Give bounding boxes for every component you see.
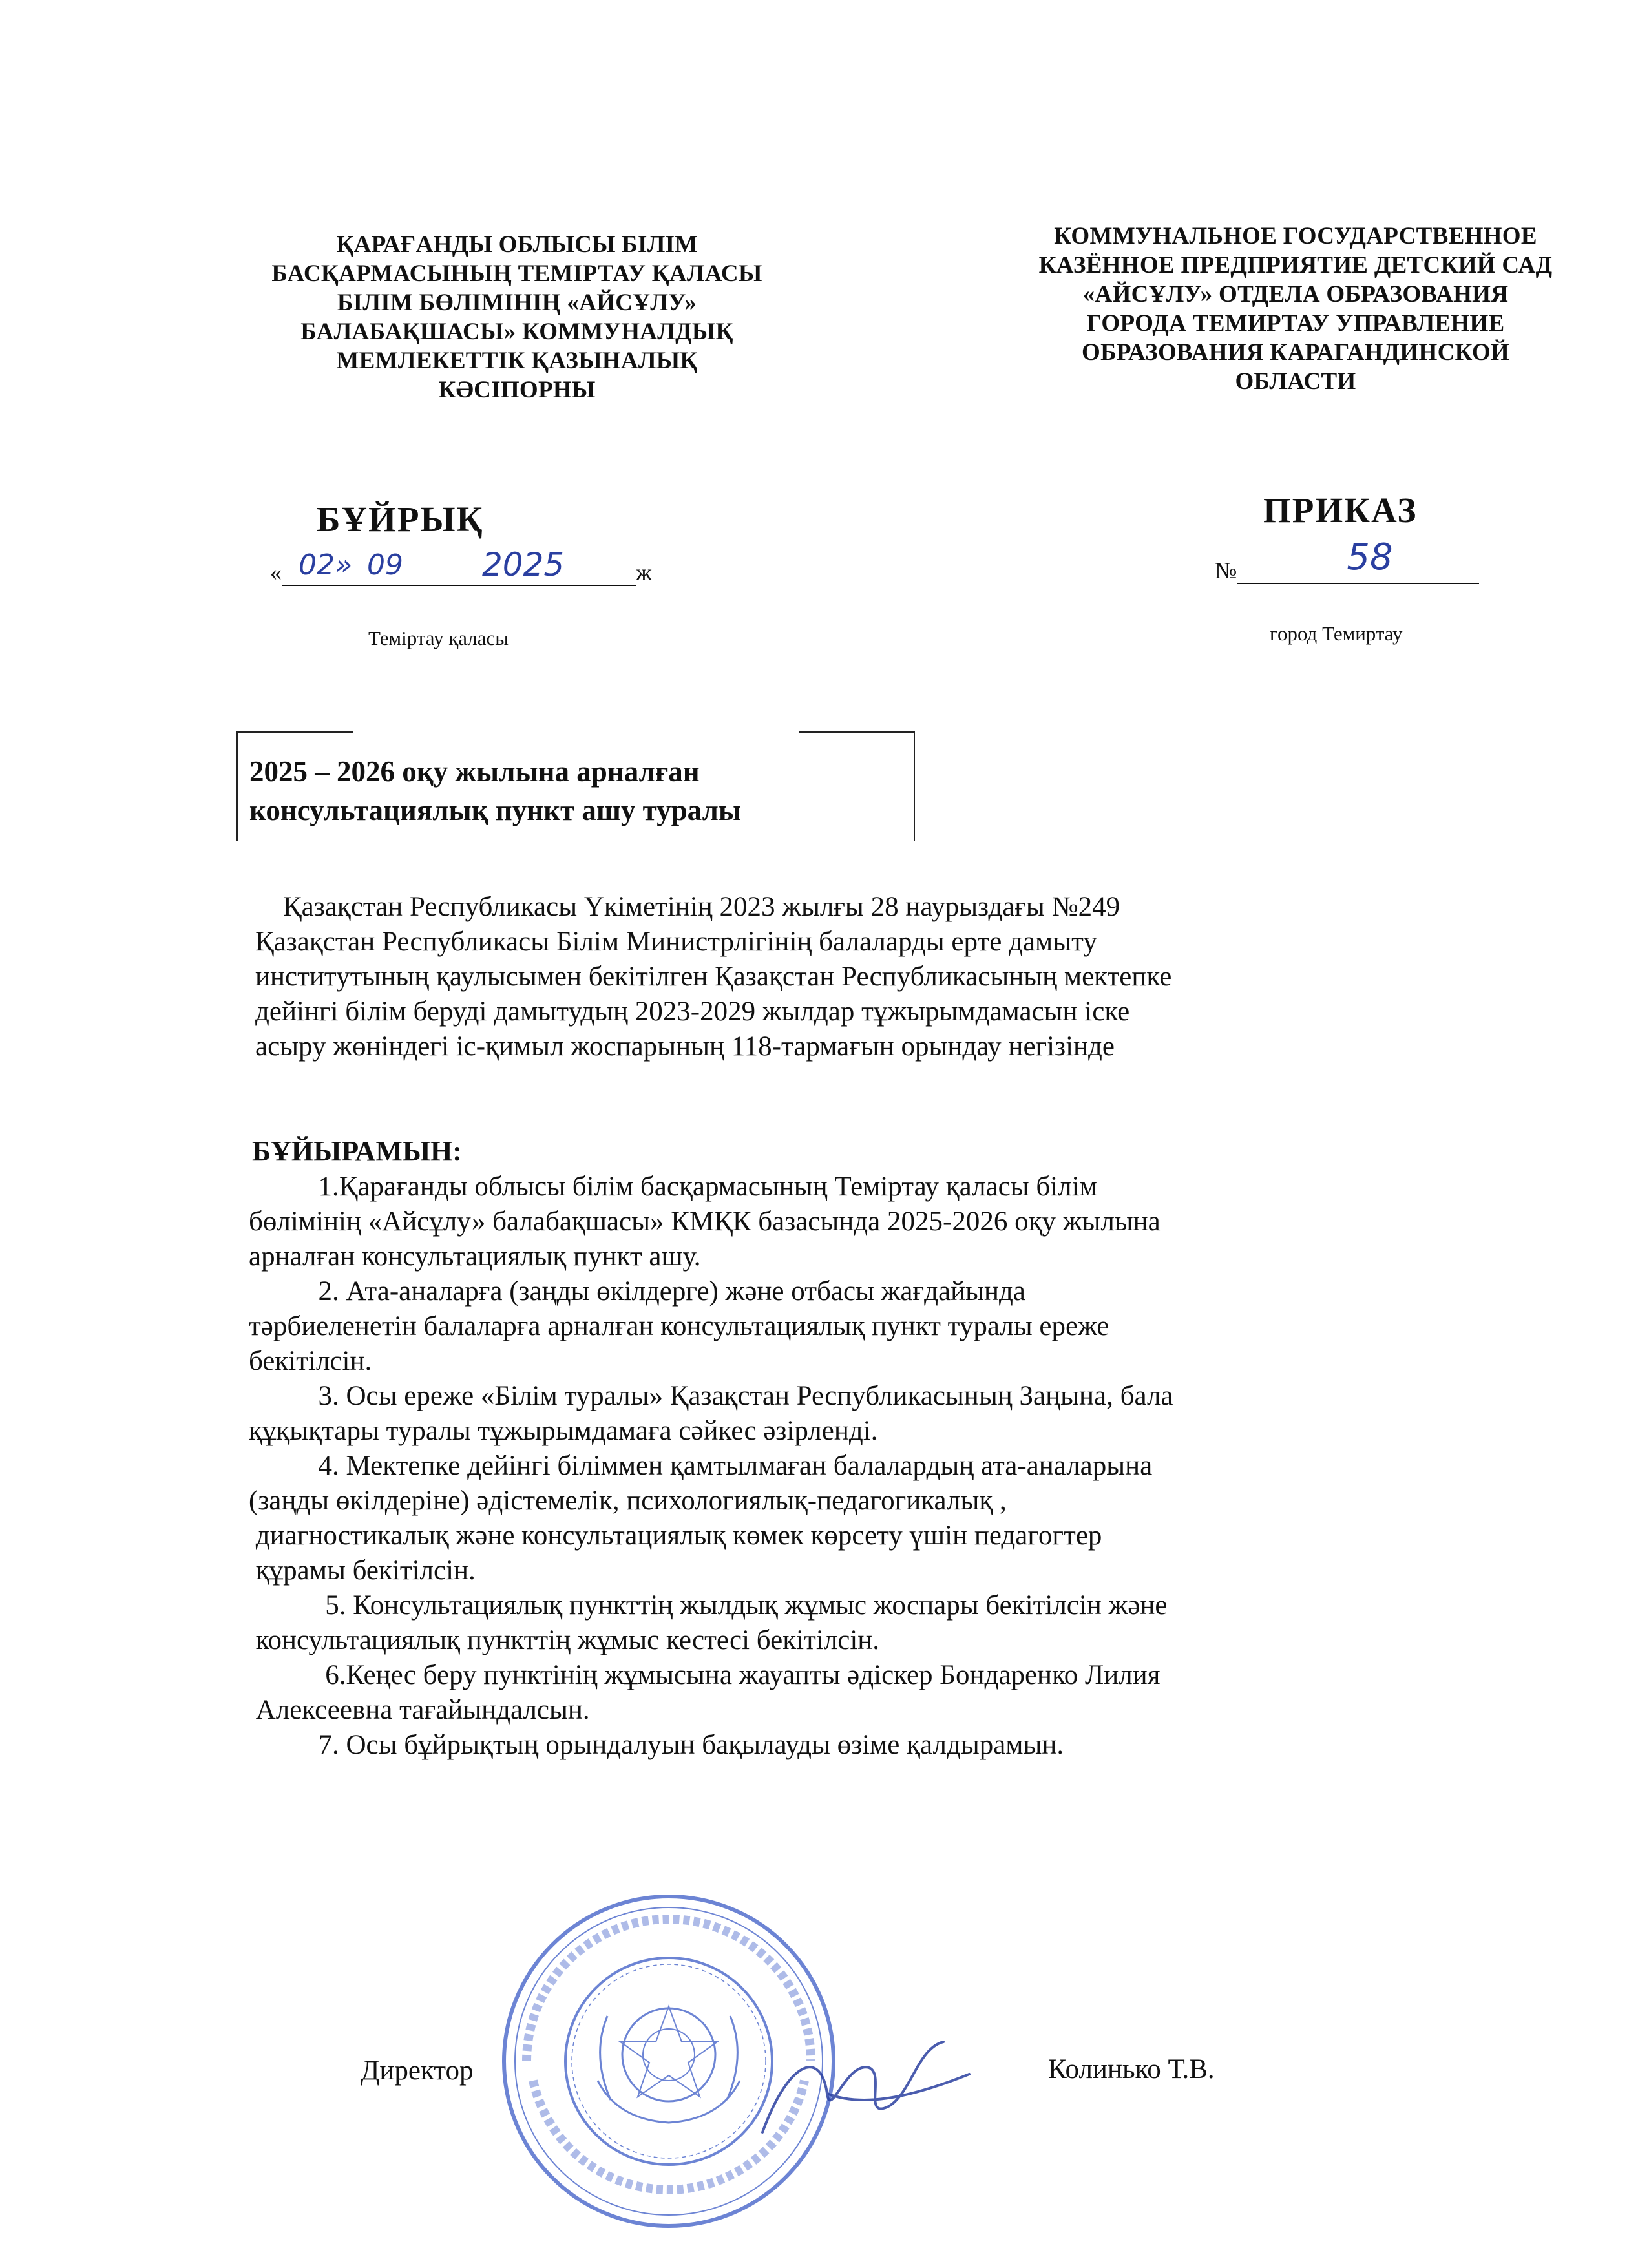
signatory-name: Колинько Т.В.: [1048, 2054, 1215, 2084]
director-signature: [750, 2022, 982, 2165]
signatory-position: Директор: [361, 2055, 474, 2086]
org-name-russian: КОММУНАЛЬНОЕ ГОСУДАРСТВЕННОЕ КАЗЁННОЕ ПРЕДПРИЯТИЕ ДЕТСКИЙ САД «АЙСҰЛУ» ОТДЕЛА ОБРАЗОВАНИЯ ГОРОДА ТЕМИРТАУ УПРАВЛЕНИЕ ОБРАЗОВАНИЯ КАРАГАНДИНСКОЙ ОБЛАСТИ: [1038, 223, 1553, 395]
date-day: 02»: [299, 549, 353, 582]
org-name-kazakh: ҚАРАҒАНДЫ ОБЛЫСЫ БІЛІМ БАСҚАРМАСЫНЫҢ ТЕМІРТАУ ҚАЛАСЫ БІЛІМ БӨЛІМІНІҢ «АЙСҰЛУ» БАЛАБАҚШАСЫ» КОММУНАЛДЫҚ МЕМЛЕКЕТТІК ҚАЗЫНАЛЫҚ КӘСІПОРНЫ: [271, 231, 762, 403]
order-items: 1.Қарағанды облысы білім басқармасының Теміртау қаласы білім бөлімінің «Айсұлу» балабақшасы» КМҚК базасында 2025-2026 оқу жылына арналған консультациялық пункт ашу. 2. Ата-аналарға (заңды өкілдерге) және отбасы жағдайында тәрбиеленетін балаларға арналған консультациялық пункт туралы ереже бекітілсін. 3. Осы ереже «Білім туралы» Қазақстан Республикасының Заңына, бала құқықтары туралы тұжырымдамаға сәйкес әзірленді. 4. Мектепке дейінгі біліммен қамтылмаған балалардың ата-аналарына (заңды өкілдеріне) әдістемелік, психологиялық-педагогикалық , диагностикалық және консультациялық көмек көрсету үшін педагогтер құрамы бекітілсін. 5. Консультациялық пункттің жылдық жұмыс жоспары бекітілсін және консультациялық пункттің жұмыс кестесі бекітілсін. 6.Кеңес беру пунктінің жұмысына жауапты әдіскер Бондаренко Лилия Алексеевна тағайындалсын. 7. Осы бұйрықтың орындалуын бақылауды өзіме қалдырамын.: [249, 1171, 1173, 1760]
decree-heading: БҰЙЫРАМЫН:: [252, 1135, 462, 1167]
preamble-text: Қазақстан Республикасы Үкіметінің 2023 жылғы 28 наурыздағы №249 Қазақстан Республикасы Білім Министрлігінің балаларды ерте дамыту институтының қаулысымен бекітілген Қазақстан Республикасының мектепке дейінгі білім беруді дамытудың 2023-2029 жылдар тұжырымдамасын іске асыру жөніндегі іс-қимыл жоспарының 118-тармағын орындау негізінде: [255, 892, 1172, 1062]
date-suffix: ж: [636, 560, 652, 585]
date-month: 09: [367, 549, 403, 582]
doc-type-russian: ПРИКАЗ: [1263, 490, 1418, 530]
number-sign: №: [1215, 558, 1237, 583]
subject-box: [236, 731, 915, 841]
order-subject: 2025 – 2026 оқу жылына арналған консультациялық пункт ашу туралы: [249, 755, 741, 826]
date-underline: [282, 546, 636, 586]
order-number: 58: [1347, 536, 1393, 578]
city-kazakh: Теміртау қаласы: [368, 627, 509, 649]
order-date: [270, 546, 652, 586]
city-russian: город Темиртау: [1270, 622, 1403, 645]
order-number-line: [1215, 536, 1479, 584]
doc-type-kazakh: БҰЙРЫҚ: [317, 499, 484, 539]
date-year: 2025: [482, 546, 565, 583]
date-open-quote: «: [270, 560, 282, 585]
number-underline: [1237, 536, 1479, 584]
